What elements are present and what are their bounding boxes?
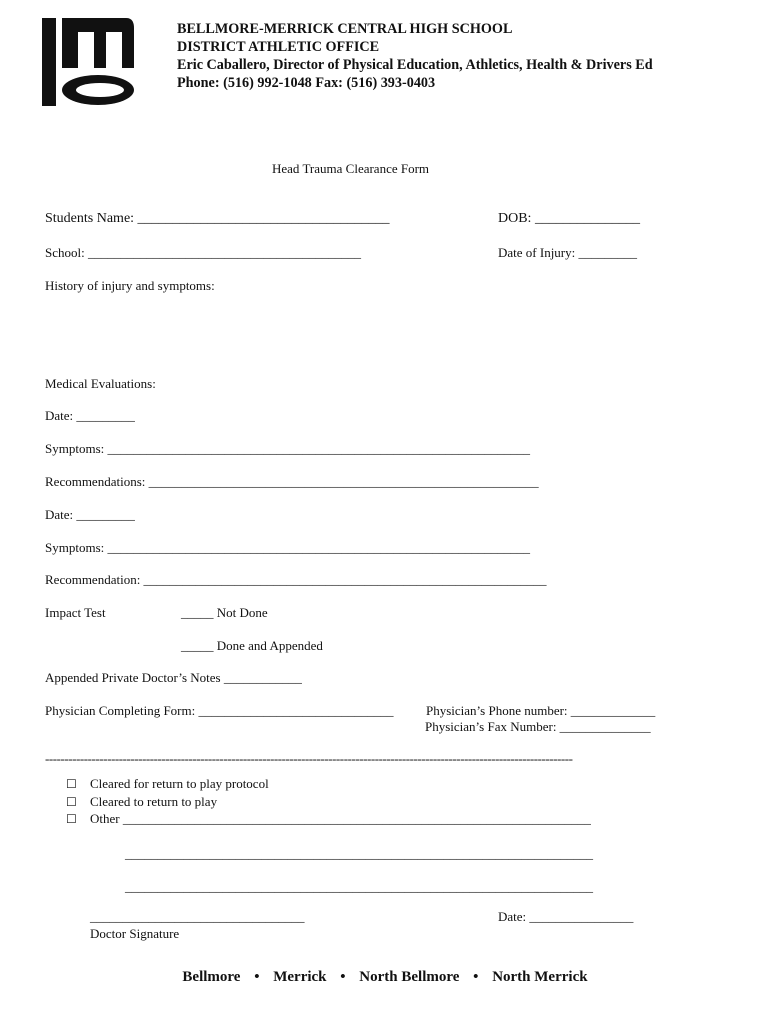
other-line[interactable]: ________________________________________________________________________ xyxy=(125,846,593,861)
other-line[interactable]: ________________________________________________________________________ xyxy=(125,879,593,894)
cleared-protocol-label: Cleared for return to play protocol xyxy=(90,776,269,791)
signature-date-field[interactable]: Date: ________________ xyxy=(498,909,634,924)
school-name: BELLMORE-MERRICK CENTRAL HIGH SCHOOL xyxy=(177,21,513,37)
town-name: North Merrick xyxy=(492,969,588,985)
town-name: Merrick xyxy=(273,969,327,985)
bmsd-logo-icon xyxy=(40,16,136,108)
history-label: History of injury and symptoms: xyxy=(45,278,215,293)
section-divider: ---------------------------------------------------------------------------------------------------------------------------------------- xyxy=(45,751,573,766)
checkbox-icon[interactable]: ☐ xyxy=(66,795,77,809)
doctor-signature-label: Doctor Signature xyxy=(90,926,180,941)
medical-evaluations-label: Medical Evaluations: xyxy=(45,376,156,391)
symptoms-field[interactable]: Symptoms: _________________________________________________________________ xyxy=(45,441,530,456)
impact-done-appended-option[interactable]: _____ Done and Appended xyxy=(181,638,323,653)
evaluation-date-field[interactable]: Date: _________ xyxy=(45,507,135,522)
town-name: North Bellmore xyxy=(359,969,460,985)
date-of-injury-field[interactable]: Date of Injury: _________ xyxy=(498,245,638,260)
physician-phone-field[interactable]: Physician’s Phone number: _____________ xyxy=(426,703,656,718)
separator-dot: • xyxy=(473,969,479,985)
dob-field[interactable]: DOB: _______________ xyxy=(498,211,640,226)
cleared-play-label: Cleared to return to play xyxy=(90,794,218,809)
symptoms-field[interactable]: Symptoms: _________________________________________________________________ xyxy=(45,540,530,555)
school-field[interactable]: School: __________________________________________ xyxy=(45,245,361,260)
contact-line: Phone: (516) 992-1048 Fax: (516) 393-0403 xyxy=(177,75,436,91)
private-notes-field[interactable]: Appended Private Doctor’s Notes ____________ xyxy=(45,670,302,685)
other-field[interactable]: Other ________________________________________________________________________ xyxy=(90,811,591,826)
director-line: Eric Caballero, Director of Physical Education, Athletics, Health & Drivers Ed xyxy=(177,57,653,73)
recommendation-field[interactable]: Recommendation: ______________________________________________________________ xyxy=(45,572,547,587)
office-name: DISTRICT ATHLETIC OFFICE xyxy=(177,39,380,55)
doctor-signature-line[interactable]: _________________________________ xyxy=(90,909,305,924)
impact-test-label: Impact Test xyxy=(45,605,106,620)
evaluation-date-field[interactable]: Date: _________ xyxy=(45,408,135,423)
checkbox-icon[interactable]: ☐ xyxy=(66,812,77,826)
student-name-field[interactable]: Students Name: ____________________________________ xyxy=(45,211,390,226)
town-name: Bellmore xyxy=(182,969,241,985)
separator-dot: • xyxy=(254,969,260,985)
footer-towns xyxy=(0,969,770,986)
recommendations-field[interactable]: Recommendations: ____________________________________________________________ xyxy=(45,474,539,489)
form-title: Head Trauma Clearance Form xyxy=(272,161,430,176)
physician-completing-field[interactable]: Physician Completing Form: ______________________________ xyxy=(45,703,394,718)
impact-not-done-option[interactable]: _____ Not Done xyxy=(181,605,268,620)
separator-dot: • xyxy=(340,969,346,985)
checkbox-icon[interactable]: ☐ xyxy=(66,777,77,791)
physician-fax-field[interactable]: Physician’s Fax Number: ______________ xyxy=(425,719,651,734)
